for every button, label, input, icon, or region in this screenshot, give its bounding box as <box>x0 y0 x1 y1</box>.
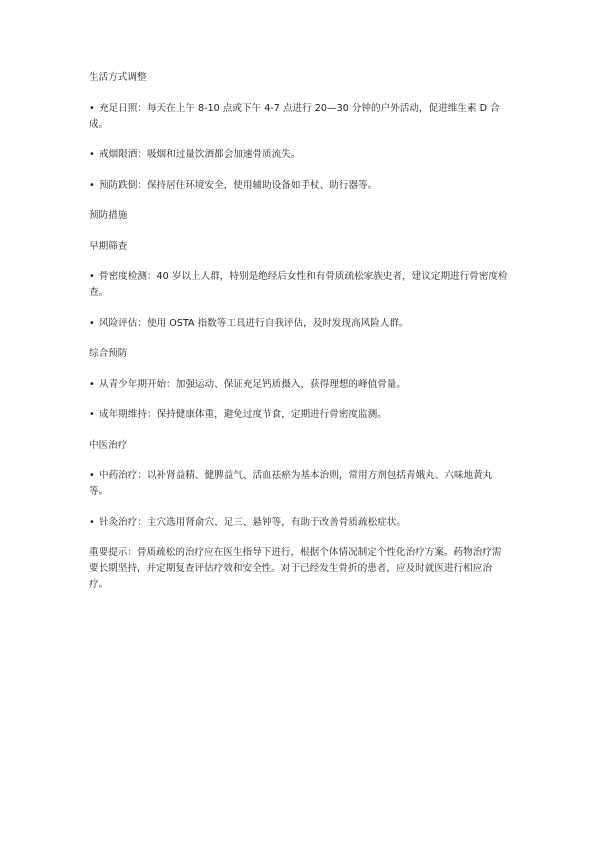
list-item-text: 风险评估：使用 OSTA 指数等工具进行自我评估，及时发现高风险人群。 <box>99 317 409 329</box>
list-item-text: 骨密度检测：40 岁以上人群，特别是绝经后女性和有骨质疏松家族史者，建议定期进行骨密度检查。 <box>89 271 508 298</box>
list-item-text: 预防跌倒：保持居住环境安全，使用辅助设备如手杖、助行器等。 <box>99 179 378 191</box>
list-item-text: 成年期维持：保持健康体重，避免过度节食，定期进行骨密度监测。 <box>99 409 387 420</box>
document-body <box>89 70 509 593</box>
list-item <box>89 316 509 332</box>
heading-lifestyle: 生活方式调整 <box>89 72 147 83</box>
list-item <box>89 269 509 301</box>
list-item <box>89 407 509 423</box>
bullet-icon: • <box>89 409 95 420</box>
list-item-text: 中药治疗：以补肾益精、健脾益气、活血祛瘀为基本治则，常用方剂包括青娥丸、六味地黄丸等。 <box>89 470 493 497</box>
list-item <box>89 101 509 133</box>
list-item-text: 戒烟限酒：吸烟和过量饮酒都会加速骨质流失。 <box>99 149 301 160</box>
list-item <box>89 377 509 393</box>
bullet-icon: • <box>89 516 95 528</box>
list-item <box>89 515 509 531</box>
list-item <box>89 178 509 194</box>
important-note: 重要提示：骨质疏松的治疗应在医生指导下进行，根据个体情况制定个性化治疗方案。药物治疗需要长期坚持，并定期复查评估疗效和安全性。对于已经发生骨折的患者，应及时就医进行相应治疗。 <box>89 547 502 590</box>
bullet-icon: • <box>89 378 95 390</box>
list-item <box>89 147 509 163</box>
bullet-icon: • <box>89 317 95 329</box>
heading-screening: 早期筛查 <box>89 240 128 252</box>
bullet-icon: • <box>89 102 95 114</box>
list-item-text: 充足日照：每天在上午 8-10 点或下午 4-7 点进行 20—30 分钟的户外活动，促进维生素 D 合成。 <box>89 102 500 130</box>
bullet-icon: • <box>89 271 95 282</box>
heading-tcm: 中医治疗 <box>89 439 128 451</box>
bullet-icon: • <box>89 470 95 481</box>
list-item-text: 从青少年期开始：加强运动、保证充足钙质摄入，获得理想的峰值骨量。 <box>99 378 406 390</box>
list-item <box>89 468 509 500</box>
heading-prevention: 预防措施 <box>89 210 128 221</box>
list-item-text: 针灸治疗：主穴选用肾俞穴、足三、悬钟等，有助于改善骨质疏松症状。 <box>99 516 406 528</box>
bullet-icon: • <box>89 179 95 191</box>
heading-comprehensive: 综合预防 <box>89 348 128 359</box>
bullet-icon: • <box>89 149 95 160</box>
